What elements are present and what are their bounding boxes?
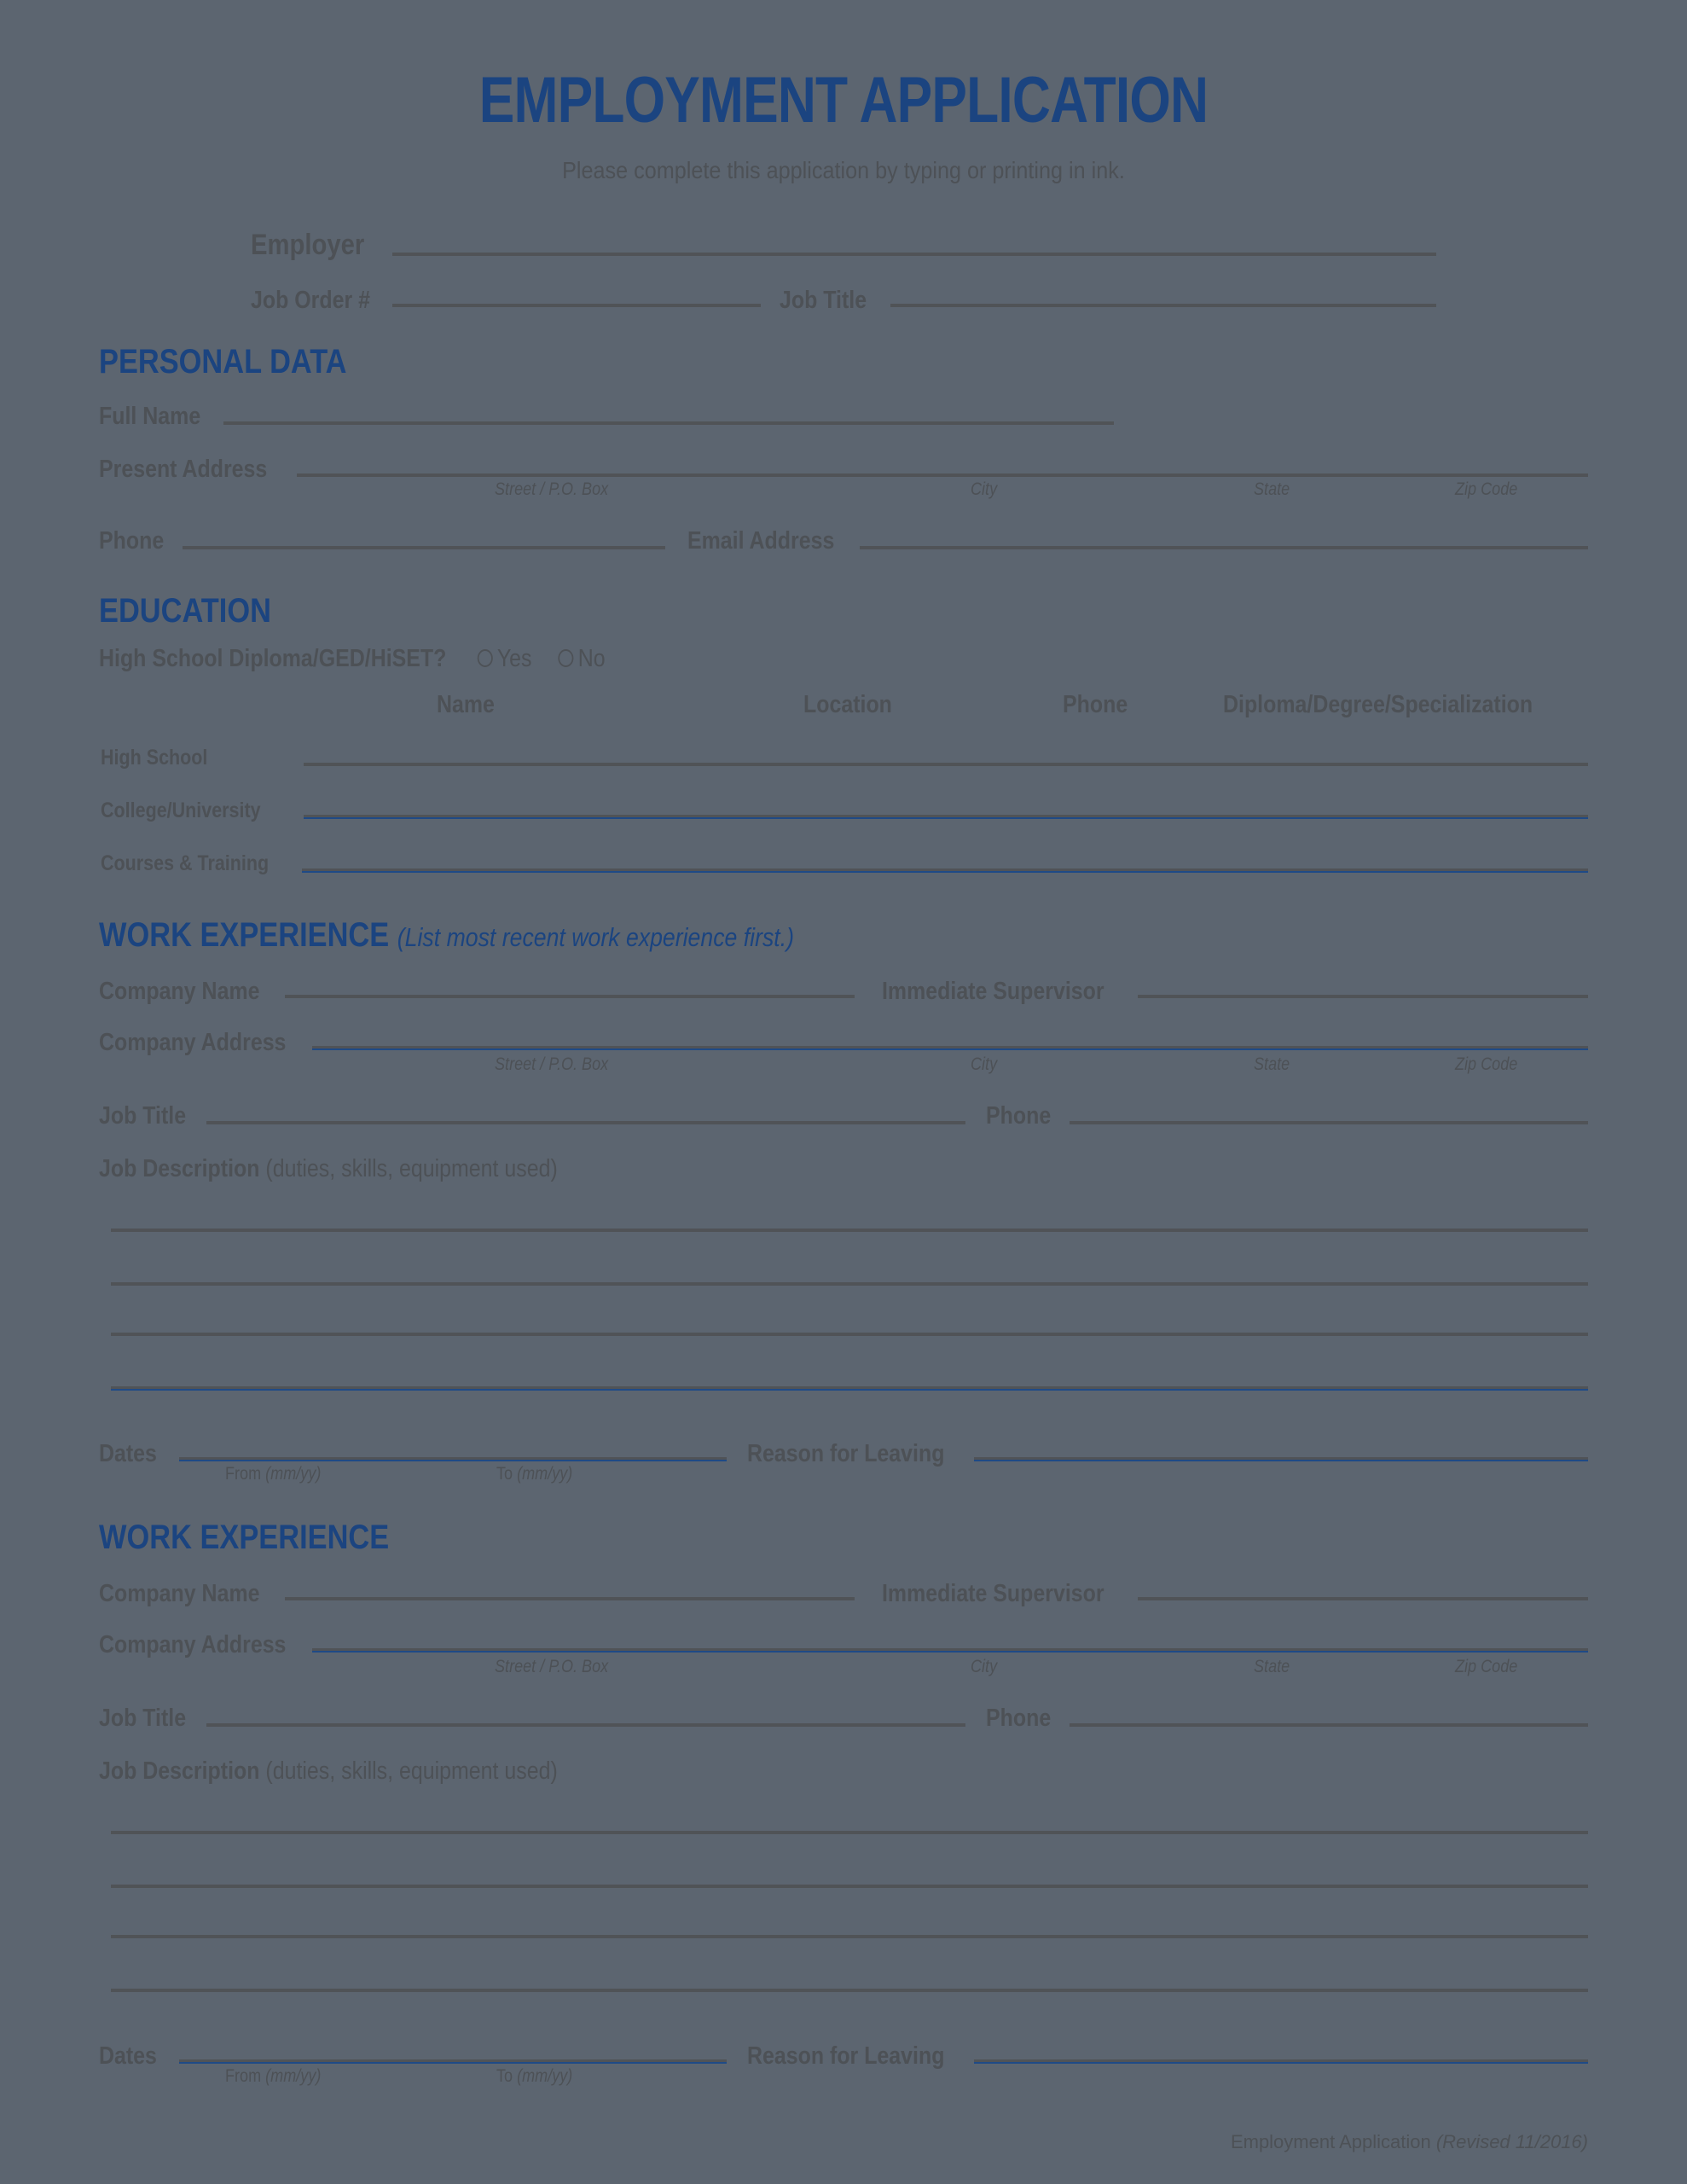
section-heading-education: EDUCATION — [99, 592, 271, 630]
w1-job-description-line[interactable] — [111, 1282, 1588, 1286]
w2-dates-label: Dates — [99, 2042, 157, 2070]
job-title-field[interactable] — [890, 304, 1436, 307]
w1-reason-field[interactable] — [974, 1457, 1588, 1461]
page-subtitle: Please complete this application by typing or printing in ink. — [562, 157, 1125, 183]
w2-company-name-label: Company Name — [99, 1580, 260, 1607]
w1-address-zip-hint: Zip Code — [1455, 1054, 1518, 1074]
phone-label: Phone — [99, 527, 165, 555]
diploma-question — [99, 645, 606, 673]
full-name-field[interactable] — [223, 421, 1114, 425]
w2-address-state-hint: State — [1254, 1657, 1290, 1676]
section-heading-personal: PERSONAL DATA — [99, 343, 347, 380]
page-title: EMPLOYMENT APPLICATION — [478, 64, 1209, 136]
w1-phone-label: Phone — [986, 1102, 1052, 1130]
w2-supervisor-label: Immediate Supervisor — [882, 1580, 1104, 1607]
diploma-yes-option[interactable]: Yes — [478, 645, 532, 672]
w1-company-address-field[interactable] — [312, 1046, 1588, 1050]
w2-dates-field[interactable] — [179, 2059, 727, 2064]
address-state-hint: State — [1254, 479, 1290, 499]
w2-job-description-line[interactable] — [111, 1935, 1588, 1938]
w1-job-description-line[interactable] — [111, 1228, 1588, 1232]
w1-job-description-line[interactable] — [111, 1333, 1588, 1336]
footer-revision: Employment Application (Revised 11/2016) — [1230, 2131, 1588, 2152]
full-name-label: Full Name — [99, 403, 201, 430]
address-city-hint: City — [971, 479, 998, 499]
w2-phone-label: Phone — [986, 1705, 1052, 1732]
w2-job-title-label: Job Title — [99, 1705, 187, 1732]
w2-company-name-field[interactable] — [285, 1597, 855, 1600]
email-label: Email Address — [687, 527, 835, 555]
radio-circle-icon[interactable] — [559, 649, 574, 667]
present-address-label: Present Address — [99, 456, 268, 483]
edu-row-high-school-field[interactable] — [304, 763, 1588, 766]
w1-company-address-label: Company Address — [99, 1029, 287, 1056]
w2-address-street-hint: Street / P.O. Box — [495, 1657, 609, 1676]
w1-supervisor-field[interactable] — [1138, 995, 1588, 998]
w1-job-title-label: Job Title — [99, 1102, 187, 1130]
w1-company-name-label: Company Name — [99, 978, 260, 1005]
w2-job-description-line[interactable] — [111, 1885, 1588, 1888]
edu-column-location: Location — [803, 691, 892, 718]
w1-dates-label: Dates — [99, 1440, 157, 1467]
section-heading-work-1: WORK EXPERIENCE (List most recent work experience first.) — [99, 916, 795, 954]
w2-address-city-hint: City — [971, 1657, 998, 1676]
edu-column-phone: Phone — [1063, 691, 1128, 718]
job-order-field[interactable] — [392, 304, 761, 307]
edu-row-high-school-label: High School — [101, 746, 208, 770]
diploma-no-option[interactable]: No — [559, 645, 606, 672]
email-field[interactable] — [860, 546, 1588, 549]
w1-to-hint: To (mm/yy) — [496, 1464, 573, 1484]
radio-circle-icon[interactable] — [478, 649, 493, 667]
w1-job-title-field[interactable] — [206, 1121, 965, 1124]
job-title-label: Job Title — [780, 287, 867, 314]
address-zip-hint: Zip Code — [1455, 479, 1518, 499]
w1-company-name-field[interactable] — [285, 995, 855, 998]
w2-address-zip-hint: Zip Code — [1455, 1657, 1518, 1676]
edu-row-college-label: College/University — [101, 799, 261, 822]
present-address-field[interactable] — [297, 473, 1588, 477]
w1-supervisor-label: Immediate Supervisor — [882, 978, 1104, 1005]
w2-job-description-line[interactable] — [111, 1989, 1588, 1992]
edu-row-courses-label: Courses & Training — [101, 851, 270, 875]
w2-to-hint: To (mm/yy) — [496, 2066, 573, 2086]
diploma-question-label: High School Diploma/GED/HiSET? — [99, 645, 447, 672]
employer-field[interactable] — [392, 253, 1436, 256]
w2-from-hint: From (mm/yy) — [225, 2066, 322, 2086]
w1-address-city-hint: City — [971, 1054, 998, 1074]
edu-row-courses-field[interactable] — [302, 868, 1588, 873]
w2-job-description-label: Job Description (duties, skills, equipment used) — [99, 1757, 558, 1785]
job-order-label: Job Order # — [251, 287, 370, 314]
w1-reason-label: Reason for Leaving — [747, 1440, 945, 1467]
w2-reason-label: Reason for Leaving — [747, 2042, 945, 2070]
w2-supervisor-field[interactable] — [1138, 1597, 1588, 1600]
w2-phone-field[interactable] — [1070, 1723, 1588, 1727]
w2-company-address-label: Company Address — [99, 1631, 287, 1658]
w2-job-description-line[interactable] — [111, 1831, 1588, 1834]
employer-label: Employer — [251, 229, 365, 261]
w1-from-hint: From (mm/yy) — [225, 1464, 322, 1484]
w1-address-street-hint: Street / P.O. Box — [495, 1054, 609, 1074]
work-note: (List most recent work experience first.) — [397, 922, 795, 952]
section-heading-work-2: WORK EXPERIENCE — [99, 1519, 390, 1556]
w1-address-state-hint: State — [1254, 1054, 1290, 1074]
w1-job-description-label: Job Description (duties, skills, equipment used) — [99, 1155, 558, 1182]
w1-job-description-line[interactable] — [111, 1386, 1588, 1391]
edu-row-college-field[interactable] — [304, 815, 1588, 819]
address-street-hint: Street / P.O. Box — [495, 479, 609, 499]
phone-field[interactable] — [183, 546, 665, 549]
w1-dates-field[interactable] — [179, 1457, 727, 1461]
w2-job-title-field[interactable] — [206, 1723, 965, 1727]
edu-column-name: Name — [437, 691, 495, 718]
w2-reason-field[interactable] — [974, 2059, 1588, 2064]
w1-phone-field[interactable] — [1070, 1121, 1588, 1124]
edu-column-diploma: Diploma/Degree/Specialization — [1223, 691, 1533, 718]
w2-company-address-field[interactable] — [312, 1648, 1588, 1653]
